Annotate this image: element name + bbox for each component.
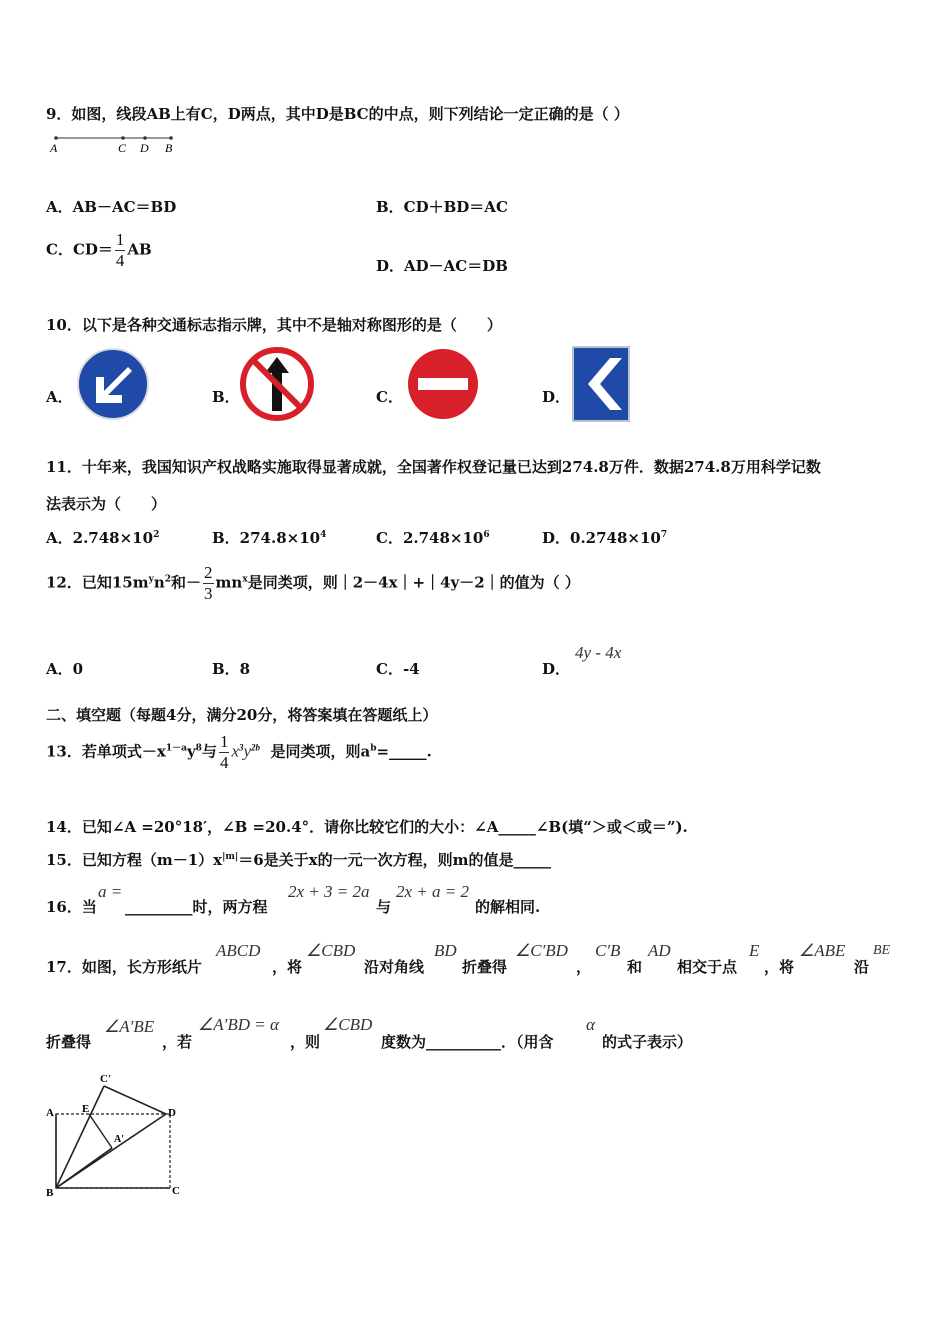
q17-t14: 的式子表示）: [602, 1033, 693, 1051]
q9-option-c-prefix: C．CD＝: [46, 240, 113, 259]
q17-fig-label-aprime: A′: [114, 1134, 125, 1145]
q17-m5: C′B: [595, 941, 621, 960]
q17-t1: 17．如图，长方形纸片: [46, 958, 202, 976]
q17-fig-label-cprime: C′: [100, 1073, 112, 1085]
q17-t2: ，将: [272, 958, 303, 976]
q16-stem: 16．当: [46, 898, 97, 916]
q13-fraction: $\frac{1}{4}$: [219, 732, 229, 772]
q9-option-a: A．AB－AC＝BD: [46, 198, 177, 216]
q16-blank: _________时，两方程: [125, 898, 268, 916]
q17-fig-label-a: A: [46, 1107, 54, 1119]
section-2-heading: 二、填空题（每题4分，满分20分，将答案填在答题纸上）: [46, 706, 438, 724]
q17-folded-rectangle-figure: [42, 1070, 192, 1210]
q16-eq2: 2x + a = 2: [396, 882, 469, 901]
q16-yu: 与: [376, 898, 392, 916]
q17-t8: ，将: [764, 958, 795, 976]
q11-option-c: C．$2.748\times 10^6$: [376, 529, 490, 547]
q17-m12: ∠CBD: [323, 1015, 373, 1034]
q9-option-d: D．AD－AC＝DB: [376, 257, 508, 275]
q9-point-a: A: [50, 141, 58, 155]
q17-t3: 沿对角线: [364, 958, 425, 976]
q9-point-b: B: [165, 141, 173, 155]
q16-a-eq: a =: [98, 882, 123, 901]
q17-m1: ABCD: [216, 941, 261, 960]
q9-option-c-suffix: AB: [127, 240, 152, 259]
q17-m4: ∠C′BD: [515, 941, 568, 960]
q17-m10: ∠A′BE: [104, 1017, 155, 1036]
q17-m8: ∠ABE: [799, 941, 846, 960]
q17-m11: ∠A′BD = α: [198, 1015, 279, 1034]
q17-m9: BE: [873, 943, 891, 958]
q12-option-b: B．8: [212, 660, 251, 678]
q11-stem-line2: 法表示为（ ）: [46, 495, 167, 513]
q17-m2: ∠CBD: [306, 941, 356, 960]
q17-t9: 沿: [854, 958, 870, 976]
q11-option-b: B．$274.8\times 10^4$: [212, 529, 327, 547]
q12-option-a: A．0: [46, 660, 84, 678]
q11-stem-line1: 11．十年来，我国知识产权战略实施取得显著成就，全国著作权登记量已达到274.8万件．数据274.8万用科学记数: [46, 458, 821, 476]
q12-stem: 12．已知$15m^yn^2$和－ $\frac{2}{3}$ $mn^x$是同类项，则｜2－4x｜+｜4y－2｜的值为（ ）: [46, 563, 580, 603]
q10-label-d: D．: [542, 388, 571, 406]
q17-fig-label-c: C: [172, 1185, 180, 1197]
q17-t6: 和: [627, 958, 643, 976]
q13-stem: 13．若单项式$-x^{1-a}y^8$与 $\frac{1}{4}$ $x^3y^{2b}$ 是同类项，则$a^b=\_\_\_\_\_$.: [46, 732, 432, 772]
sign-a-keep-left-icon: [76, 347, 150, 421]
q12-fraction: $\frac{2}{3}$: [204, 563, 213, 603]
q10-label-b: B．: [212, 388, 240, 406]
q9-point-c: C: [118, 141, 127, 155]
q9-option-c: [46, 230, 152, 271]
q17-t12: ，则: [290, 1033, 321, 1051]
sign-b-no-straight-icon: [240, 347, 314, 421]
q12-option-d-label: D．: [542, 660, 571, 678]
q9-option-b: B．CD＋BD＝AC: [376, 198, 508, 216]
sign-c-no-entry-icon: [406, 347, 480, 421]
q10-label-a: A．: [46, 388, 73, 406]
q9-stem: 9．如图，线段AB上有C，D两点，其中D是BC的中点，则下列结论一定正确的是（ ）: [46, 105, 629, 123]
q16-eq1: 2x + 3 = 2a: [288, 882, 370, 901]
q17-t5: ，: [576, 958, 592, 976]
q12-option-d-math: 4y - 4x: [575, 643, 622, 662]
q16-post: 的解相同.: [475, 898, 541, 916]
q17-m7: E: [749, 941, 760, 960]
q15-stem: 15．已知方程$(m-1)x^{|m|}=6$是关于x的一元一次方程，则m的值是_____: [46, 851, 551, 869]
q17-t13: 度数为__________．（用含: [381, 1033, 554, 1051]
q14-stem: 14．已知∠A =20°18′，∠B =20.4°．请你比较它们的大小：∠A_____∠B(填“＞或＜或＝”).: [46, 818, 688, 836]
q9-point-d: D: [140, 141, 149, 155]
q12-option-c: C．-4: [376, 660, 420, 678]
q17-fig-label-e: E: [82, 1103, 90, 1115]
q17-t4: 折叠得: [462, 958, 508, 976]
q17-t10: 折叠得: [46, 1033, 92, 1051]
q9-line-figure: [46, 133, 186, 157]
q10-stem: 10．以下是各种交通标志指示牌，其中不是轴对称图形的是（ ）: [46, 316, 502, 334]
q11-option-a: A．$2.748\times 10^2$: [46, 529, 160, 547]
q17-fig-label-d: D: [168, 1107, 176, 1119]
q10-label-c: C．: [376, 388, 403, 406]
q9-option-c-fraction: $\frac{1}{4}$: [115, 230, 125, 270]
q17-t7: 相交于点: [677, 958, 738, 976]
sign-d-left-chevron-icon: [572, 346, 630, 422]
q17-m6: AD: [648, 941, 671, 960]
q17-m3: BD: [434, 941, 457, 960]
q11-option-d: D．$0.2748\times 10^7$: [542, 529, 668, 547]
q17-fig-label-b: B: [46, 1187, 54, 1199]
q17-t11: ，若: [162, 1033, 193, 1051]
q17-m13: α: [586, 1015, 595, 1034]
